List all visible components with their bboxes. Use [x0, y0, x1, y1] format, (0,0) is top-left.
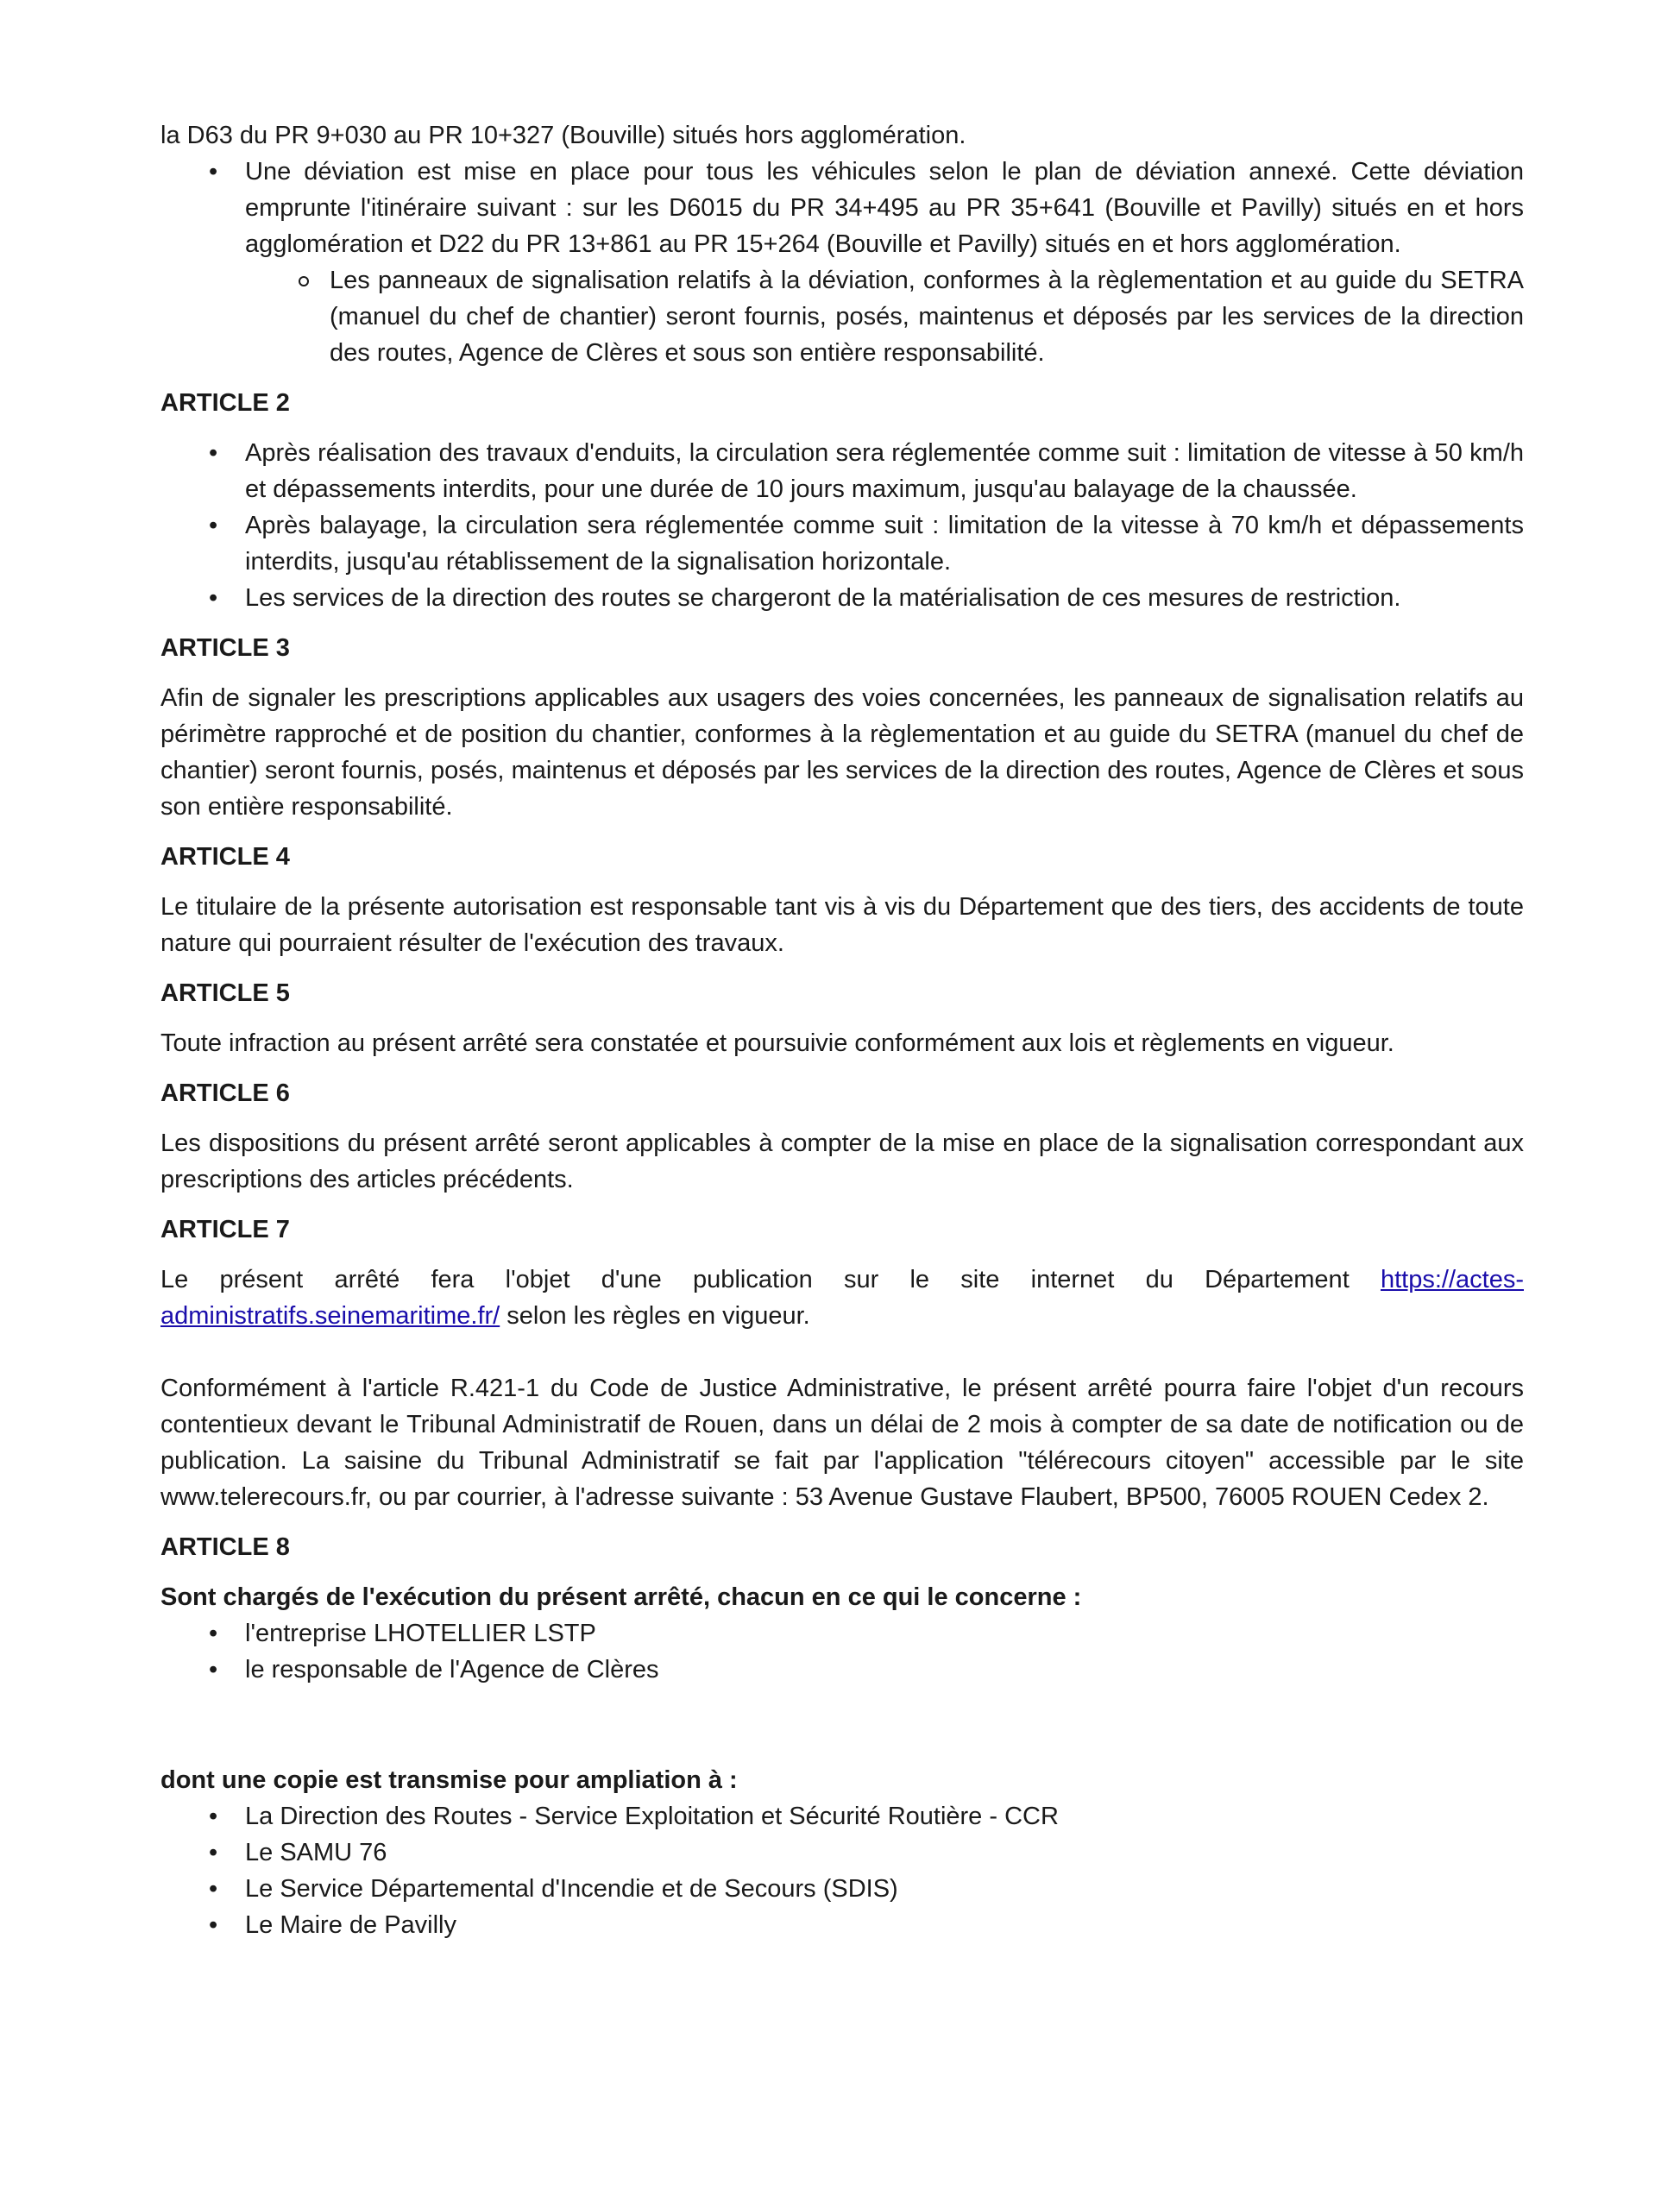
article-2-heading: ARTICLE 2 [160, 389, 290, 417]
list-item: • Après balayage, la circulation sera réglementée comme suit : limitation de la vitesse à 70 km/h et dépassements interdits, jusqu'au rétablissement de la signalisation horizontale. [160, 507, 1524, 580]
article-4-heading: ARTICLE 4 [160, 843, 290, 871]
deviation-sub-list [245, 262, 1524, 371]
copy-list [160, 1798, 1524, 1943]
intro-line: la D63 du PR 9+030 au PR 10+327 (Bouville) situés hors agglomération. [160, 122, 966, 149]
article-3-heading: ARTICLE 3 [160, 634, 290, 662]
list-item: • le responsable de l'Agence de Clères [160, 1652, 1524, 1688]
list-item: Les panneaux de signalisation relatifs à la déviation, conformes à la règlementation et au guide du SETRA (manuel du chef de chantier) seront fournis, posés, maintenus et déposés par les services de la direction des routes, Agence de Clères et sous son entière responsabilité. [245, 262, 1524, 371]
article-2-list [160, 435, 1524, 616]
list-item [160, 154, 1524, 371]
list-item: • Après réalisation des travaux d'enduits, la circulation sera réglementée comme suit : limitation de vitesse à 50 km/h et dépassements interdits, pour une durée de 10 jours maximum, jusqu'au balayage de la chaussée. [160, 435, 1524, 507]
list-item: • Le Service Départemental d'Incendie et de Secours (SDIS) [160, 1871, 1524, 1907]
deviation-list [160, 154, 1524, 371]
article-5-heading: ARTICLE 5 [160, 979, 290, 1007]
list-item: • Le SAMU 76 [160, 1835, 1524, 1871]
list-item: • Les services de la direction des routes se chargeront de la matérialisation de ces mesures de restriction. [160, 580, 1524, 616]
charged-list [160, 1615, 1524, 1688]
article-5-text: Toute infraction au présent arrêté sera constatée et poursuivie conformément aux lois et règlements en vigueur. [160, 1029, 1394, 1057]
article-7-recours: Conformément à l'article R.421-1 du Code de Justice Administrative, le présent arrêté pourra faire l'objet d'un recours contentieux devant le Tribunal Administratif de Rouen, dans un délai de 2 mois à compter de sa date de notification ou de publication. La saisine du Tribunal Administratif se fait par l'application "télérecours citoyen" accessible par le site www.telerecours.fr, ou par courrier, à l'adresse suivante : 53 Avenue Gustave Flaubert, BP500, 76005 ROUEN Cedex 2. [160, 1375, 1524, 1511]
article-6-heading: ARTICLE 6 [160, 1079, 290, 1107]
article-3-text: Afin de signaler les prescriptions applicables aux usagers des voies concernées, les panneaux de signalisation relatifs au périmètre rapproché et de position du chantier, conformes à la règlementation et au guide du SETRA (manuel du chef de chantier) seront fournis, posés, maintenus et déposés par les services de la direction des routes, Agence de Clères et sous son entière responsabilité. [160, 684, 1524, 821]
copy-title: dont une copie est transmise pour ampliation à : [160, 1766, 738, 1794]
publication-link[interactable]: https://actes-administratifs.seinemaritime.fr/ [160, 1266, 1524, 1330]
article-7-text-before: Le présent arrêté fera l'objet d'une publication sur le site internet du Département [160, 1266, 1381, 1293]
article-6-text: Les dispositions du présent arrêté seront applicables à compter de la mise en place de la signalisation correspondant aux prescriptions des articles précédents. [160, 1130, 1524, 1193]
list-item: • Le Maire de Pavilly [160, 1907, 1524, 1943]
article-7-text-after: selon les règles en vigueur. [500, 1302, 810, 1330]
charged-title: Sont chargés de l'exécution du présent arrêté, chacun en ce qui le concerne : [160, 1583, 1082, 1611]
list-item: • La Direction des Routes - Service Exploitation et Sécurité Routière - CCR [160, 1798, 1524, 1835]
article-8-heading: ARTICLE 8 [160, 1533, 290, 1561]
article-7-text [160, 1262, 1524, 1334]
document-page [160, 117, 1524, 1943]
article-7-heading: ARTICLE 7 [160, 1216, 290, 1243]
article-4-text: Le titulaire de la présente autorisation est responsable tant vis à vis du Département que des tiers, des accidents de toute nature qui pourraient résulter de l'exécution des travaux. [160, 893, 1524, 957]
deviation-bullet-text: Une déviation est mise en place pour tous les véhicules selon le plan de déviation annexé. Cette déviation emprunte l'itinéraire suivant : sur les D6015 du PR 34+495 au PR 35+641 (Bouville et Pavilly) situés en et hors agglomération et D22 du PR 13+861 au PR 15+264 (Bouville et Pavilly) situés en et hors agglomération. [245, 158, 1524, 258]
list-item: • l'entreprise LHOTELLIER LSTP [160, 1615, 1524, 1652]
